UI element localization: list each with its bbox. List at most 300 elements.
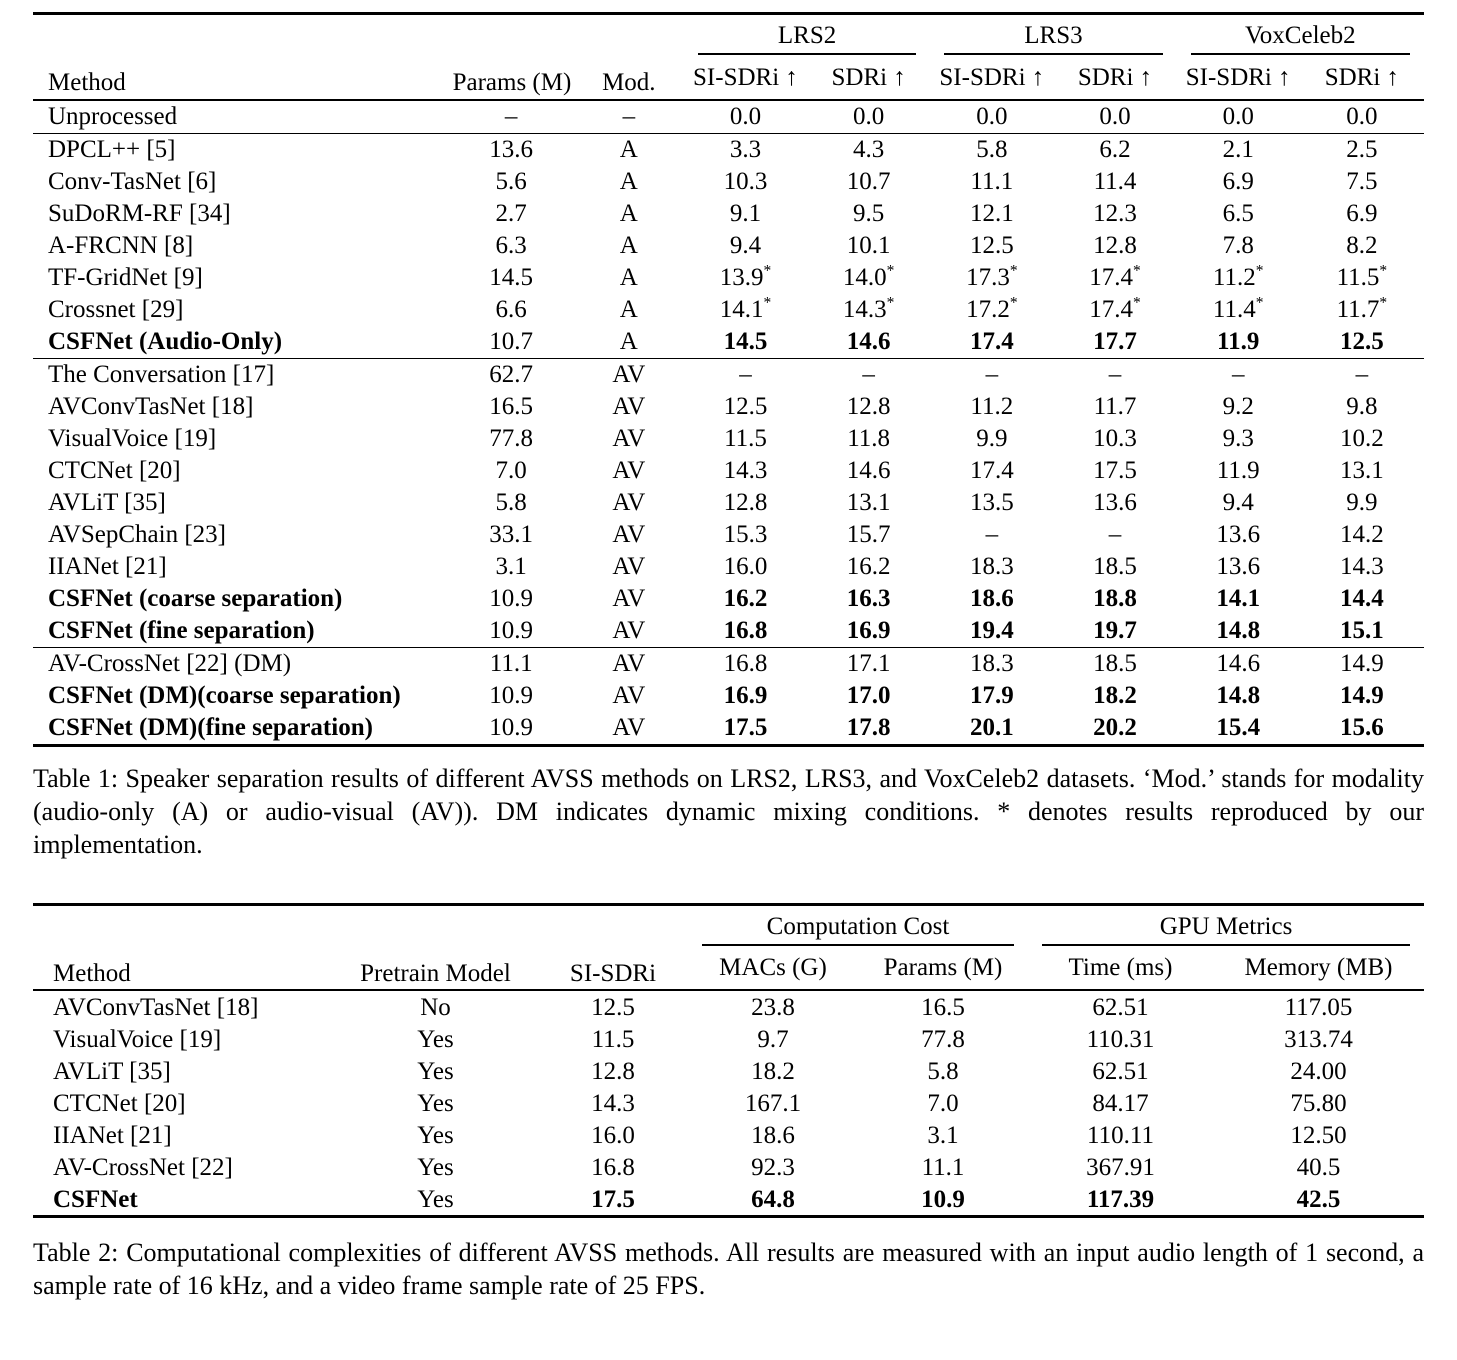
value-cell: 62.51 [1092, 1057, 1149, 1085]
col-group-lrs2-label: LRS2 [698, 22, 916, 55]
value-cell: 9.4 [1222, 489, 1254, 516]
modality-cell: A [619, 200, 638, 227]
value-cell: 16.8 [684, 647, 807, 680]
table-row [33, 1087, 1424, 1119]
value-cell: 18.3 [930, 647, 1053, 680]
reproduced-result-marker: * [1255, 262, 1264, 280]
value-cell: – [985, 521, 999, 548]
table2-header [33, 904, 1424, 990]
method-cell: AVConvTasNet [18] [33, 990, 333, 1023]
reproduced-result-marker: * [886, 294, 895, 312]
value-cell: 14.2 [1340, 521, 1384, 548]
modality-cell: AV [612, 457, 646, 484]
value-cell: 11.9 [1217, 328, 1260, 355]
value-cell: 14.3 [591, 1089, 635, 1117]
value-cell: 10.9 [921, 1185, 965, 1213]
value-cell: 167.1 [744, 1089, 802, 1117]
params-cell: 10.9 [489, 682, 534, 709]
value-cell: 17.1 [807, 647, 930, 680]
col-group-lrs3 [930, 14, 1176, 58]
table-2-body [33, 990, 1424, 1217]
value-cell: 313.74 [1284, 1025, 1353, 1053]
value-cell: 14.6 [846, 457, 891, 484]
value-cell: 14.6 [846, 328, 891, 355]
table-row [33, 455, 1424, 487]
params-cell: 13.6 [449, 133, 574, 166]
table1-container [33, 12, 1424, 861]
params-cell: 77.8 [489, 425, 534, 452]
table2-container [33, 903, 1424, 1303]
params-cell: 2.7 [495, 200, 527, 227]
value-cell: 20.1 [969, 714, 1014, 741]
modality-cell: A [619, 264, 638, 291]
value-cell: 7.5 [1346, 168, 1378, 195]
modality-cell: A [619, 232, 638, 259]
value-cell: 24.00 [1290, 1057, 1347, 1085]
value-cell: 11.5* [1336, 262, 1388, 291]
params-cell: 7.0 [495, 457, 527, 484]
value-cell: 10.3 [723, 168, 768, 195]
value-cell: 9.4 [729, 232, 762, 259]
table2-caption: Table 2: Computational complexities of different AVSS methods. All results are measured with an input audio length of 1 second, a sample rate of 16 kHz, and a video frame sample rate of 25 FPS. [33, 1238, 1424, 1300]
value-cell: 15.6 [1340, 714, 1384, 741]
modality-cell: AV [612, 617, 646, 644]
pretrain-cell: Yes [417, 1057, 454, 1085]
value-cell: 19.7 [1093, 617, 1137, 644]
value-cell: 4.3 [807, 133, 930, 166]
value-cell: 84.17 [1092, 1089, 1149, 1117]
method-cell: The Conversation [17] [33, 358, 449, 391]
value-cell: 7.0 [927, 1089, 959, 1117]
col-group-lrs2 [684, 14, 930, 58]
value-cell: 11.7* [1336, 294, 1388, 323]
value-cell: 14.9 [1300, 647, 1424, 680]
value-cell: 0.0 [807, 100, 930, 134]
method-cell: CSFNet (Audio-Only) [48, 328, 283, 355]
value-cell: 17.4* [1089, 294, 1141, 323]
params-cell: 5.6 [495, 168, 527, 195]
value-cell: 12.50 [1290, 1121, 1347, 1149]
value-cell: 12.5 [969, 232, 1014, 259]
col-header-lrs3-si-sdri: SI-SDRi ↑ [939, 63, 1045, 91]
params-cell: 5.8 [495, 489, 527, 516]
col-group-voxceleb2 [1177, 14, 1424, 58]
value-cell: 0.0 [684, 100, 807, 134]
value-cell: 14.0* [842, 262, 895, 291]
col-header-params: Params (M) [452, 69, 572, 96]
value-cell: 0.0 [1053, 100, 1176, 134]
reproduced-result-marker: * [1255, 294, 1264, 312]
value-cell: 14.4 [1340, 585, 1384, 612]
value-cell: 92.3 [751, 1153, 795, 1181]
col-group-gpu-metrics [1028, 904, 1424, 948]
method-cell: CTCNet [20] [48, 457, 181, 484]
table-row [33, 326, 1424, 359]
table1-section-dynamic-mixing [33, 647, 1424, 745]
method-cell: A-FRCNN [8] [48, 232, 194, 259]
params-cell: 10.9 [489, 585, 534, 612]
value-cell: 16.0 [723, 553, 768, 580]
value-cell: 18.6 [751, 1121, 795, 1149]
table2-header-row-groups [33, 904, 1424, 948]
value-cell: 14.3 [1340, 553, 1384, 580]
col-group-voxceleb2-label: VoxCeleb2 [1191, 22, 1410, 55]
method-cell: AVLiT [35] [48, 489, 166, 516]
value-cell: 11.1 [970, 168, 1014, 195]
value-cell: 11.9 [1216, 457, 1260, 484]
value-cell: 17.0 [846, 682, 891, 709]
value-cell: 12.3 [1093, 200, 1137, 227]
modality-cell: A [574, 133, 684, 166]
pretrain-cell: Yes [417, 1025, 454, 1053]
modality-cell: – [574, 100, 684, 134]
params-cell: 16.5 [489, 393, 534, 420]
method-cell: Crossnet [29] [48, 296, 184, 323]
method-cell: AVSepChain [23] [48, 521, 227, 548]
value-cell: 14.5 [723, 328, 768, 355]
col-header-method: Method [53, 959, 131, 987]
modality-cell: AV [612, 682, 646, 709]
value-cell: 11.5 [591, 1025, 635, 1053]
table-row [33, 519, 1424, 551]
table-row [33, 487, 1424, 519]
modality-cell: A [619, 328, 638, 355]
value-cell: 40.5 [1296, 1153, 1341, 1181]
value-cell: 77.8 [921, 1025, 965, 1053]
value-cell: 16.8 [591, 1153, 635, 1181]
value-cell: 3.3 [684, 133, 807, 166]
value-cell: 0.0 [930, 100, 1053, 134]
value-cell: 5.8 [930, 133, 1053, 166]
value-cell: 14.1 [1216, 585, 1261, 612]
value-cell: 6.2 [1053, 133, 1176, 166]
reproduced-result-marker: * [1009, 294, 1018, 312]
value-cell: 17.5 [723, 714, 768, 741]
method-cell: Unprocessed [33, 100, 449, 134]
value-cell: 15.7 [846, 521, 891, 548]
table1-header-row-groups [33, 14, 1424, 58]
value-cell: 16.8 [723, 617, 768, 644]
table-row [33, 680, 1424, 712]
method-cell: IIANet [21] [53, 1121, 172, 1149]
method-cell: TF-GridNet [9] [48, 264, 203, 291]
modality-cell: AV [574, 358, 684, 391]
params-cell: 10.9 [489, 714, 534, 741]
value-cell: 18.2 [1093, 682, 1137, 709]
value-cell: 12.1 [969, 200, 1014, 227]
value-cell: 9.9 [976, 425, 1008, 452]
value-cell: 11.5 [724, 425, 767, 452]
params-cell: 6.6 [495, 296, 527, 323]
value-cell: 17.3* [966, 262, 1018, 291]
method-cell: CSFNet (DM)(coarse separation) [48, 682, 401, 709]
modality-cell: AV [612, 553, 646, 580]
value-cell: 16.9 [846, 617, 891, 644]
method-cell: AVConvTasNet [18] [48, 393, 254, 420]
table-row [33, 712, 1424, 746]
col-group-computation-cost [688, 904, 1028, 948]
value-cell: 15.1 [1340, 617, 1384, 644]
table1-header [33, 14, 1424, 100]
params-cell: 3.1 [495, 553, 527, 580]
value-cell: 12.5 [1340, 328, 1384, 355]
col-header-memory: Memory (MB) [1244, 954, 1393, 981]
modality-cell: A [619, 296, 638, 323]
table-row [33, 647, 1424, 680]
value-cell: 2.5 [1300, 133, 1424, 166]
value-cell: 6.5 [1222, 200, 1254, 227]
value-cell: 17.5 [591, 1185, 635, 1213]
value-cell: 13.1 [846, 489, 891, 516]
col-header-vox-si-sdri: SI-SDRi ↑ [1185, 63, 1291, 91]
reproduced-result-marker: * [763, 294, 772, 312]
value-cell: 18.6 [969, 585, 1014, 612]
value-cell: 75.80 [1290, 1089, 1347, 1117]
value-cell: 16.5 [858, 990, 1028, 1023]
params-cell: 10.9 [489, 617, 534, 644]
value-cell: 8.2 [1346, 232, 1378, 259]
table-row [33, 262, 1424, 294]
reproduced-result-marker: * [1379, 294, 1388, 312]
value-cell: 12.8 [1093, 232, 1137, 259]
value-cell: 17.7 [1093, 328, 1137, 355]
value-cell: 9.1 [729, 200, 762, 227]
pretrain-cell: Yes [417, 1121, 454, 1149]
table-row [33, 423, 1424, 455]
params-cell: 14.5 [489, 264, 534, 291]
value-cell: 14.8 [1216, 617, 1261, 644]
table1-section-unprocessed [33, 100, 1424, 134]
value-cell: 14.6 [1177, 647, 1300, 680]
value-cell: 12.5 [538, 990, 688, 1023]
value-cell: 16.3 [846, 585, 891, 612]
col-header-macs: MACs (G) [719, 954, 827, 981]
method-cell: CTCNet [20] [53, 1089, 186, 1117]
value-cell: 6.9 [1346, 200, 1378, 227]
value-cell: 367.91 [1086, 1153, 1155, 1181]
value-cell: 15.4 [1216, 714, 1261, 741]
modality-cell: AV [612, 714, 646, 741]
value-cell: 14.1* [719, 294, 772, 323]
value-cell: 62.51 [1028, 990, 1213, 1023]
table-row [33, 583, 1424, 615]
value-cell: 9.7 [757, 1025, 789, 1053]
method-cell: DPCL++ [5] [33, 133, 449, 166]
reproduced-result-marker: * [763, 262, 772, 280]
pretrain-cell: Yes [417, 1185, 454, 1213]
value-cell: 9.3 [1222, 425, 1254, 452]
value-cell: 17.8 [846, 714, 891, 741]
params-cell: 62.7 [449, 358, 574, 391]
value-cell: 17.2* [966, 294, 1018, 323]
table-2 [33, 903, 1424, 1219]
table1-caption: Table 1: Speaker separation results of different AVSS methods on LRS2, LRS3, and VoxCeleb2 datasets. ‘Mod.’ stands for modality (audio-only (A) or audio-visual (AV)). DM indicates dynamic mixing conditions. * denotes results reproduced by our implementation. [33, 763, 1424, 859]
table-row [33, 294, 1424, 326]
value-cell: 11.2* [1212, 262, 1264, 291]
value-cell: 12.8 [723, 489, 768, 516]
reproduced-result-marker: * [886, 262, 895, 280]
value-cell: 11.4* [1212, 294, 1264, 323]
params-cell: 33.1 [489, 521, 534, 548]
value-cell: 9.5 [853, 200, 885, 227]
value-cell: 3.1 [927, 1121, 959, 1149]
value-cell: 13.5 [969, 489, 1014, 516]
value-cell: 13.1 [1340, 457, 1384, 484]
table-row [33, 358, 1424, 391]
modality-cell: AV [574, 647, 684, 680]
value-cell: 13.6 [1216, 521, 1261, 548]
value-cell: – [1108, 521, 1122, 548]
params-cell: – [449, 100, 574, 134]
value-cell: 9.9 [1346, 489, 1378, 516]
value-cell: 14.8 [1216, 682, 1261, 709]
reproduced-result-marker: * [1379, 262, 1388, 280]
table-row [33, 615, 1424, 648]
method-cell: VisualVoice [19] [48, 425, 217, 452]
value-cell: 17.5 [1093, 457, 1137, 484]
value-cell: 9.8 [1346, 393, 1378, 420]
modality-cell: AV [612, 393, 646, 420]
value-cell: 18.3 [969, 553, 1014, 580]
value-cell: 23.8 [688, 990, 858, 1023]
table-row [33, 166, 1424, 198]
method-cell: AVLiT [35] [53, 1057, 171, 1085]
col-header-lrs3-sdri: SDRi ↑ [1077, 63, 1153, 91]
pretrain-cell: Yes [417, 1089, 454, 1117]
params-cell: 6.3 [495, 232, 527, 259]
col-header-method: Method [48, 69, 126, 96]
value-cell: 14.3 [723, 457, 768, 484]
value-cell: 10.2 [1340, 425, 1384, 452]
value-cell: 11.1 [921, 1153, 965, 1181]
value-cell: – [684, 358, 807, 391]
value-cell: 16.0 [591, 1121, 635, 1149]
method-cell: Conv-TasNet [6] [48, 168, 217, 195]
value-cell: – [807, 358, 930, 391]
value-cell: 9.2 [1222, 393, 1254, 420]
modality-cell: AV [612, 521, 646, 548]
params-cell: 11.1 [449, 647, 574, 680]
value-cell: 5.8 [927, 1057, 959, 1085]
value-cell: 13.6 [1093, 489, 1137, 516]
value-cell: 11.7 [1093, 393, 1137, 420]
value-cell: 18.8 [1093, 585, 1137, 612]
col-header-vox-sdri: SDRi ↑ [1324, 63, 1400, 91]
value-cell: 42.5 [1296, 1185, 1341, 1213]
table-row [33, 1055, 1424, 1087]
value-cell: 17.4* [1089, 262, 1141, 291]
table-row [33, 990, 1424, 1023]
value-cell: 14.9 [1340, 682, 1384, 709]
value-cell: 117.39 [1086, 1185, 1155, 1213]
col-header-time: Time (ms) [1068, 954, 1173, 981]
pretrain-cell: No [333, 990, 538, 1023]
value-cell: 64.8 [751, 1185, 795, 1213]
col-group-lrs3-label: LRS3 [944, 22, 1162, 55]
value-cell: 12.5 [723, 393, 768, 420]
table-row [33, 551, 1424, 583]
value-cell: – [1177, 358, 1300, 391]
modality-cell: AV [612, 585, 646, 612]
method-cell: IIANet [21] [48, 553, 167, 580]
value-cell: – [930, 358, 1053, 391]
table-row [33, 230, 1424, 262]
value-cell: 16.2 [846, 553, 891, 580]
table-row [33, 1119, 1424, 1151]
modality-cell: AV [612, 489, 646, 516]
col-header-modality: Mod. [602, 69, 656, 96]
reproduced-result-marker: * [1133, 262, 1141, 280]
value-cell: 16.2 [723, 585, 768, 612]
table-row [33, 198, 1424, 230]
modality-cell: AV [612, 425, 646, 452]
col-header-lrs2-si-sdri: SI-SDRi ↑ [693, 63, 798, 91]
table-row [33, 1023, 1424, 1055]
value-cell: 16.9 [723, 682, 768, 709]
value-cell: 0.0 [1300, 100, 1424, 134]
table-row [33, 133, 1424, 166]
method-cell: VisualVoice [19] [53, 1025, 222, 1053]
value-cell: 110.11 [1087, 1121, 1154, 1149]
method-cell: CSFNet (fine separation) [48, 617, 315, 644]
table1-section-audio-visual [33, 358, 1424, 647]
value-cell: 12.8 [591, 1057, 635, 1085]
col-header-pretrain: Pretrain Model [360, 959, 511, 987]
value-cell: 11.8 [847, 425, 891, 452]
value-cell: 18.5 [1093, 553, 1137, 580]
params-cell: 10.7 [489, 328, 534, 355]
table-row [33, 391, 1424, 423]
value-cell: 17.4 [969, 328, 1014, 355]
value-cell: 2.1 [1177, 133, 1300, 166]
value-cell: 110.31 [1086, 1025, 1155, 1053]
value-cell: 10.7 [846, 168, 891, 195]
value-cell: 0.0 [1177, 100, 1300, 134]
col-header-lrs2-sdri: SDRi ↑ [831, 63, 906, 91]
col-group-gpu-metrics-label: GPU Metrics [1042, 913, 1410, 946]
value-cell: – [1053, 358, 1176, 391]
value-cell: – [1300, 358, 1424, 391]
method-cell: SuDoRM-RF [34] [48, 200, 231, 227]
method-cell: AV-CrossNet [22] (DM) [33, 647, 449, 680]
value-cell: 19.4 [969, 617, 1014, 644]
value-cell: 11.2 [970, 393, 1014, 420]
method-cell: CSFNet (coarse separation) [48, 585, 343, 612]
value-cell: 12.8 [846, 393, 891, 420]
table-row [33, 1151, 1424, 1183]
value-cell: 10.3 [1093, 425, 1137, 452]
value-cell: 17.4 [969, 457, 1014, 484]
pretrain-cell: Yes [417, 1153, 454, 1181]
table-row [33, 100, 1424, 134]
value-cell: 15.3 [723, 521, 768, 548]
value-cell: 17.9 [969, 682, 1014, 709]
value-cell: 6.9 [1222, 168, 1254, 195]
value-cell: 117.05 [1213, 990, 1424, 1023]
value-cell: 14.3* [842, 294, 895, 323]
table1-section-audio-only [33, 133, 1424, 358]
value-cell: 13.9* [719, 262, 772, 291]
modality-cell: A [619, 168, 638, 195]
col-header-params-m: Params (M) [883, 954, 1003, 981]
value-cell: 10.1 [846, 232, 891, 259]
reproduced-result-marker: * [1009, 262, 1018, 280]
value-cell: 11.4 [1093, 168, 1137, 195]
value-cell: 18.2 [751, 1057, 795, 1085]
method-cell: AV-CrossNet [22] [53, 1153, 233, 1181]
table-row [33, 1183, 1424, 1217]
reproduced-result-marker: * [1133, 294, 1141, 312]
